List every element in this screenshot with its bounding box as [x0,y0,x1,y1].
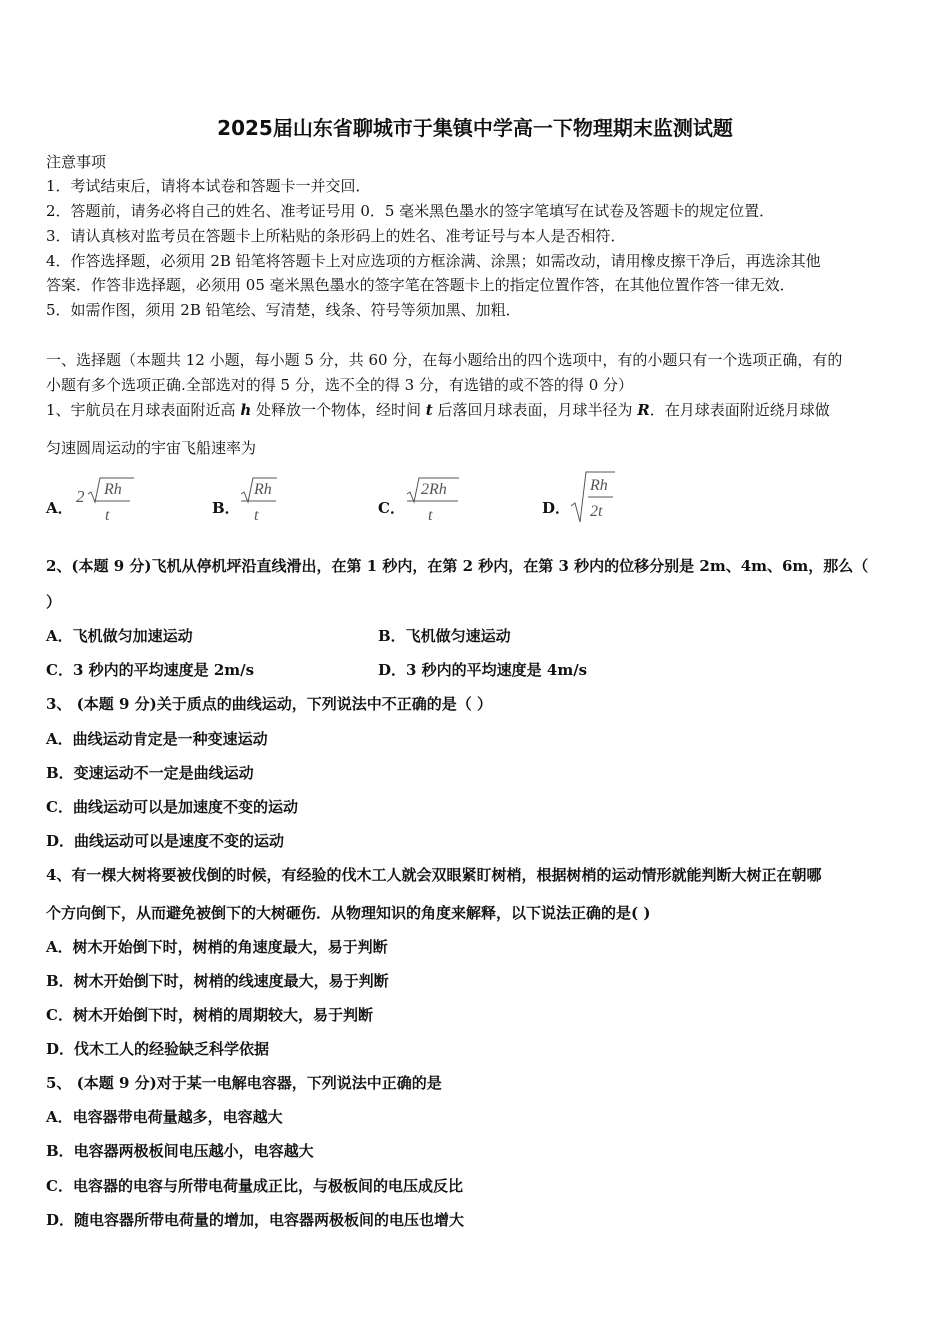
q1-text-b: 处释放一个物体，经时间 [251,401,426,419]
notice-item: 5．如需作图，须用 2B 铅笔绘、写清楚，线条、符号等须加黑、加粗． [46,301,521,319]
notice-item: 答案．作答非选择题，必须用 05 毫米黑色墨水的签字笔在答题卡上的指定位置作答，在其他位置作答一律无效． [46,276,795,294]
q1-option-a-formula [74,470,136,526]
question-4-stem: 4、有一棵大树将要被伐倒的时候，有经验的伐木工人就会双眼紧盯树梢，根据树梢的运动情形就能判断大树正在朝哪 [46,866,822,884]
q2-option-d: D．3 秒内的平均速度是 4m/s [378,661,588,679]
q3-option-a: A．曲线运动肯定是一种变速运动 [46,730,268,748]
q1-option-c-label: C． [378,499,405,517]
notice-item: 3．请认真核对监考员在答题卡上所粘贴的条形码上的姓名、准考证号与本人是否相符． [46,227,626,245]
q4-option-a: A．树木开始倒下时，树梢的角速度最大，易于判断 [46,938,388,956]
q1-a-coef: 2 [76,487,85,506]
question-2-stem-line2: ） [46,593,62,611]
q1-c-den: t [428,507,433,524]
section-heading-line1: 一、选择题（本题共 12 小题，每小题 5 分，共 60 分，在每小题给出的四个选项中，有的小题只有一个选项正确，有的 [46,351,843,369]
page-title: 2025届山东省聊城市于集镇中学高一下物理期末监测试题 [217,116,733,140]
q1-d-num: Rh [590,477,608,494]
q2-option-a: A．飞机做匀加速运动 [46,627,193,645]
q1-a-den: t [105,507,110,524]
q3-option-d: D．曲线运动可以是速度不变的运动 [46,832,285,850]
q1-option-b-label: B． [212,499,240,517]
q5-option-b: B．电容器两极板间电压越小，电容越大 [46,1142,314,1160]
notice-item: 4．作答选择题，必须用 2B 铅笔将答题卡上对应选项的方框涂满、涂黑；如需改动，请用橡皮擦干净后，再选涂其他 [46,252,821,270]
notice-item: 2．答题前，请务必将自己的姓名、准考证号用 0．5 毫米黑色墨水的签字笔填写在试卷及答题卡的规定位置． [46,202,775,220]
notice-heading: 注意事项 [46,153,107,171]
q5-option-a: A．电容器带电荷量越多，电容越大 [46,1108,283,1126]
section-heading-line2: 小题有多个选项正确.全部选对的得 5 分，选不全的得 3 分，有选错的或不答的得 0 分） [46,376,634,394]
q1-a-num: Rh [104,481,122,498]
q4-option-b: B．树木开始倒下时，树梢的线速度最大，易于判断 [46,972,389,990]
q1-option-d-formula [568,468,618,528]
q1-text-a: 1、宇航员在月球表面附近高 [46,401,241,419]
q4-option-d: D．伐木工人的经验缺乏科学依据 [46,1040,270,1058]
q5-option-d: D．随电容器所带电荷量的增加，电容器两极板间的电压也增大 [46,1211,465,1229]
q2-option-b: B．飞机做匀速运动 [378,627,511,645]
q3-option-c: C．曲线运动可以是加速度不变的运动 [46,798,298,816]
q1-c-num: 2Rh [421,481,447,498]
q1-text-d: ．在月球表面附近绕月球做 [649,401,830,419]
notice-item: 1．考试结束后，请将本试卷和答题卡一并交回． [46,177,371,195]
q1-option-a-label: A． [46,499,73,517]
q1-option-b-formula [238,470,280,526]
q1-var-R: R [637,401,650,419]
question-5-stem: 5、 (本题 9 分)对于某一电解电容器，下列说法中正确的是 [46,1074,442,1092]
q1-option-d-label: D． [542,499,571,517]
q1-var-t: t [425,401,433,419]
q4-option-c: C．树木开始倒下时，树梢的周期较大，易于判断 [46,1006,373,1024]
q1-b-den: t [254,507,259,524]
q5-option-c: C．电容器的电容与所带电荷量成正比，与极板间的电压成反比 [46,1177,463,1195]
question-1-stem-line2: 匀速圆周运动的宇宙飞船速率为 [46,439,257,457]
question-2-stem: 2、(本题 9 分)飞机从停机坪沿直线滑出，在第 1 秒内，在第 2 秒内，在第 3 秒内的位移分别是 2m、4m、6m，那么（ [46,557,869,575]
q1-text-c: 后落回月球表面，月球半径为 [432,401,638,419]
q1-var-h: h [240,401,252,419]
q1-d-den: 2t [590,503,603,520]
q2-option-c: C．3 秒内的平均速度是 2m/s [46,661,255,679]
question-3-stem: 3、 (本题 9 分)关于质点的曲线运动，下列说法中不正确的是（ ） [46,695,492,713]
q1-option-c-formula [404,470,462,526]
q3-option-b: B．变速运动不一定是曲线运动 [46,764,254,782]
q1-b-num: Rh [254,481,272,498]
question-4-stem-line2: 个方向倒下，从而避免被倒下的大树砸伤．从物理知识的角度来解释，以下说法正确的是( ) [46,904,651,922]
question-1-stem [46,400,908,420]
